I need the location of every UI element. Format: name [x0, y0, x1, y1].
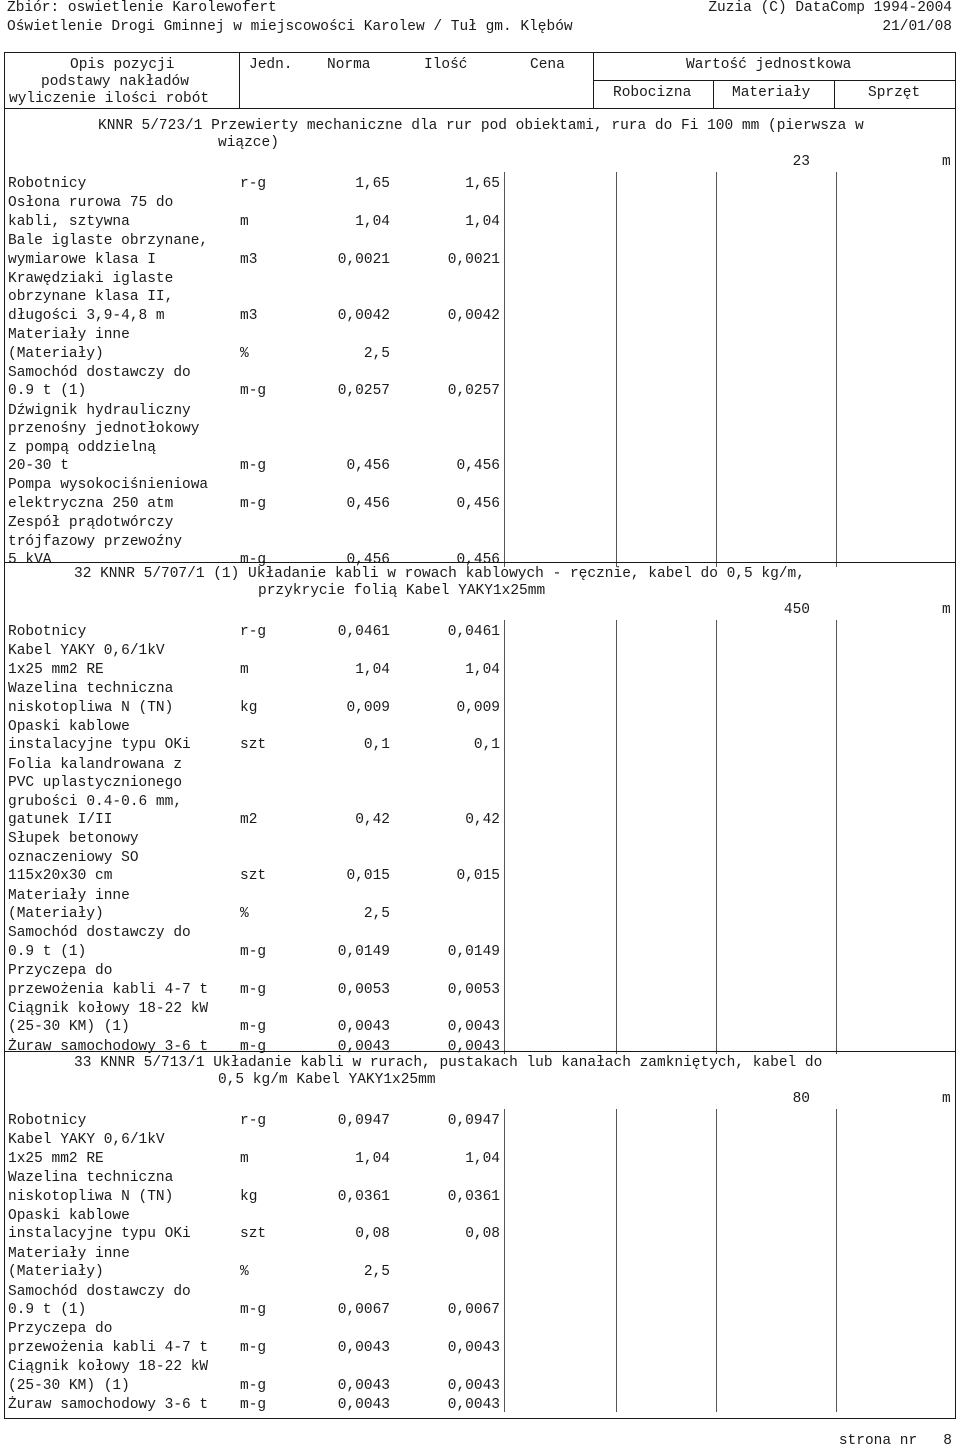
resource-name: Pompa wysokociśnieniowa — [8, 477, 209, 494]
resource-name: trójfazowy przewoźny — [8, 533, 183, 550]
resource-name: Robotnicy — [8, 1113, 87, 1129]
resource-name: Słupek betonowy — [8, 831, 139, 848]
resource-norm: 1,04 — [355, 213, 390, 230]
resource-norm: 0,0042 — [337, 307, 390, 324]
resource-qty: 0,456 — [456, 495, 500, 512]
software-credit: Zuzia (C) DataComp 1994-2004 — [708, 0, 952, 16]
resource-norm: 0,0043 — [337, 1377, 390, 1394]
resource-qty: 0,0947 — [447, 1113, 500, 1129]
resource-name: (25-30 KM) (1) — [8, 1019, 130, 1036]
resource-norm: 0,0947 — [337, 1113, 390, 1129]
page-number: 8 — [943, 1433, 952, 1449]
resource-qty: 0,0067 — [447, 1302, 500, 1318]
resource-name: 115x20x30 cm — [8, 868, 113, 885]
resource-unit: m-g — [240, 1377, 267, 1394]
resource-name: 0.9 t (1) — [8, 943, 87, 960]
resource-name: długości 3,9-4,8 m — [8, 307, 165, 324]
resource-norm: 0,0043 — [337, 1339, 390, 1356]
resource-unit: m-g — [240, 383, 267, 400]
resource-unit: % — [240, 345, 249, 362]
resource-name: Przyczepa do — [8, 1321, 113, 1338]
resource-unit: m-g — [240, 981, 267, 998]
page-header — [7, 0, 952, 38]
resource-qty: 0,0043 — [447, 1339, 500, 1356]
resource-norm: 0,0149 — [337, 943, 390, 960]
resource-name: grubości 0.4-0.6 mm, — [8, 793, 183, 810]
section-quantity: 450 — [783, 602, 810, 618]
page-footer — [839, 1433, 952, 1450]
col-price-label: Cena — [530, 57, 565, 73]
section-unit: m — [942, 154, 951, 170]
resource-name: Dźwignik hydrauliczny — [8, 402, 191, 419]
grid-line — [716, 172, 717, 567]
resource-name: Przyczepa do — [8, 963, 113, 980]
col-desc-label-2: podstawy nakładów — [41, 74, 189, 90]
section-title: KNNR 5/723/1 Przewierty mechaniczne dla rur pod obiektami, rura do Fi 100 mm (pierwsza w — [98, 118, 864, 134]
resource-norm: 0,456 — [346, 495, 390, 512]
resource-norm: 0,0361 — [337, 1188, 390, 1205]
resource-name: niskotopliwa N (TN) — [8, 699, 174, 716]
resource-name: (Materiały) — [8, 1264, 104, 1281]
resource-unit: m — [240, 213, 249, 230]
resource-name: oznaczeniowy SO — [8, 849, 139, 866]
resource-qty: 0,0361 — [447, 1188, 500, 1205]
resource-unit: m2 — [240, 812, 258, 828]
resource-norm: 0,456 — [346, 552, 390, 568]
resource-qty: 1,04 — [465, 213, 500, 230]
resource-unit: m-g — [240, 552, 267, 568]
resource-unit: szt — [240, 737, 267, 754]
section-divider — [4, 1051, 956, 1052]
resource-norm: 0,015 — [346, 868, 390, 885]
resource-qty: 0,456 — [456, 552, 500, 568]
resource-norm: 0,009 — [346, 699, 390, 716]
resource-name: Żuraw samochodowy 3-6 t — [8, 1397, 209, 1413]
resource-qty: 0,0043 — [447, 1397, 500, 1413]
resource-qty: 0,0021 — [447, 251, 500, 268]
resource-name: Samochód dostawczy do — [8, 925, 191, 942]
col-norm-label: Norma — [327, 57, 371, 73]
resource-name: 1x25 mm2 RE — [8, 661, 104, 678]
resource-norm: 0,1 — [363, 737, 390, 754]
resource-norm: 0,0257 — [337, 383, 390, 400]
section-unit: m — [942, 602, 951, 618]
resource-unit: m-g — [240, 943, 267, 960]
resource-name: PVC uplastycznionego — [8, 775, 183, 792]
resource-qty: 0,1 — [473, 737, 500, 754]
resource-unit: szt — [240, 868, 267, 885]
section-title-cont: przykrycie folią Kabel YAKY1x25mm — [258, 583, 546, 599]
resource-qty: 0,08 — [465, 1226, 500, 1243]
resource-norm: 0,0053 — [337, 981, 390, 998]
resource-name: Wazelina techniczna — [8, 681, 174, 698]
resource-qty: 0,0042 — [447, 307, 500, 324]
resource-name: 1x25 mm2 RE — [8, 1150, 104, 1167]
resource-name: Bale iglaste obrzynane, — [8, 233, 209, 250]
resource-unit: % — [240, 906, 249, 922]
resource-name: 0.9 t (1) — [8, 383, 87, 400]
resource-unit: m-g — [240, 495, 267, 512]
resource-name: Robotnicy — [8, 176, 87, 192]
resource-name: Materiały inne — [8, 327, 130, 344]
resource-unit: % — [240, 1264, 249, 1281]
resource-name: Wazelina techniczna — [8, 1170, 174, 1187]
resource-name: przewożenia kabli 4-7 t — [8, 981, 209, 998]
grid-line — [504, 1109, 505, 1412]
resource-name: 5 kVA — [8, 552, 52, 568]
resource-qty: 0,0257 — [447, 383, 500, 400]
col-qty-label: Ilość — [424, 57, 468, 73]
resource-qty: 0,42 — [465, 812, 500, 828]
section-title-cont: 0,5 kg/m Kabel YAKY1x25mm — [218, 1072, 436, 1088]
resource-unit: m-g — [240, 458, 267, 474]
resource-name: Opaski kablowe — [8, 1208, 130, 1224]
section-divider — [4, 562, 956, 563]
resource-qty: 0,456 — [456, 458, 500, 474]
resource-norm: 2,5 — [363, 345, 390, 362]
resource-unit: kg — [240, 699, 258, 716]
resource-name: przenośny jednotłokowy — [8, 421, 200, 438]
resource-qty: 1,04 — [465, 1150, 500, 1167]
resource-name: z pompą oddzielną — [8, 439, 156, 456]
grid-line — [836, 620, 837, 1054]
resource-qty: 0,0043 — [447, 1038, 500, 1055]
resource-unit: m — [240, 1150, 249, 1167]
resource-name: Zespół prądotwórczy — [8, 515, 174, 532]
resource-norm: 0,0043 — [337, 1038, 390, 1055]
resource-name: 20-30 t — [8, 458, 69, 474]
col-unit-value-label: Wartość jednostkowa — [686, 57, 852, 73]
resource-unit: m-g — [240, 1397, 267, 1413]
resource-unit: m-g — [240, 1302, 267, 1318]
section-title: 32 KNNR 5/707/1 (1) Układanie kabli w rowach kablowych - ręcznie, kabel do 0,5 kg/m, — [74, 566, 805, 582]
resource-qty: 0,0043 — [447, 1019, 500, 1036]
resource-name: Materiały inne — [8, 1245, 130, 1262]
grid-line — [504, 172, 505, 567]
col-labour-label: Robocizna — [613, 85, 692, 101]
section-title: 33 KNNR 5/713/1 Układanie kabli w rurach, pustakach lub kanałach zamkniętych, kabel do — [74, 1055, 823, 1071]
grid-line — [716, 620, 717, 1054]
resource-qty: 1,04 — [465, 661, 500, 678]
grid-line — [836, 1109, 837, 1412]
resource-norm: 0,42 — [355, 812, 390, 828]
resource-name: instalacyjne typu OKi — [8, 1226, 191, 1243]
resource-name: Opaski kablowe — [8, 719, 130, 735]
resource-norm: 0,0043 — [337, 1397, 390, 1413]
resource-name: Krawędziaki iglaste — [8, 271, 174, 287]
resource-name: (25-30 KM) (1) — [8, 1377, 130, 1394]
resource-name: (Materiały) — [8, 345, 104, 362]
resource-name: Ciągnik kołowy 18-22 kW — [8, 1001, 209, 1017]
col-desc-label-1: Opis pozycji — [70, 57, 175, 73]
resource-qty: 0,0149 — [447, 943, 500, 960]
resource-norm: 1,04 — [355, 661, 390, 678]
grid-line — [616, 1109, 617, 1412]
grid-line — [504, 620, 505, 1054]
resource-name: Kabel YAKY 0,6/1kV — [8, 643, 165, 660]
resource-name: wymiarowe klasa I — [8, 251, 156, 268]
resource-norm: 0,0021 — [337, 251, 390, 268]
resource-unit: r-g — [240, 176, 267, 192]
resource-unit: m — [240, 661, 249, 678]
resource-unit: r-g — [240, 1113, 267, 1129]
resource-unit: m-g — [240, 1038, 267, 1055]
resource-norm: 2,5 — [363, 906, 390, 922]
resource-qty: 1,65 — [465, 176, 500, 192]
grid-line — [616, 172, 617, 567]
resource-norm: 0,08 — [355, 1226, 390, 1243]
resource-unit: m3 — [240, 251, 258, 268]
resource-norm: 0,0067 — [337, 1302, 390, 1318]
resource-qty: 0,0461 — [447, 624, 500, 640]
grid-line — [836, 172, 837, 567]
resource-norm: 0,456 — [346, 458, 390, 474]
resource-unit: m-g — [240, 1019, 267, 1036]
resource-name: przewożenia kabli 4-7 t — [8, 1339, 209, 1356]
table-header — [4, 52, 956, 109]
resource-name: niskotopliwa N (TN) — [8, 1188, 174, 1205]
resource-qty: 0,0053 — [447, 981, 500, 998]
resource-qty: 0,009 — [456, 699, 500, 716]
project-title: Oświetlenie Drogi Gminnej w miejscowości Karolew / Tuł gm. Klębów — [7, 19, 573, 35]
resource-norm: 1,65 — [355, 176, 390, 192]
page-label: strona nr — [838, 1433, 918, 1449]
resource-name: kabli, sztywna — [8, 213, 130, 230]
section-quantity: 80 — [792, 1091, 810, 1107]
resource-name: Samochód dostawczy do — [8, 1283, 191, 1300]
resource-name: gatunek I/II — [8, 812, 113, 828]
col-desc-label-3: wyliczenie ilości robót — [9, 91, 210, 107]
resource-unit: m3 — [240, 307, 258, 324]
resource-name: elektryczna 250 atm — [8, 495, 174, 512]
collection-name: Zbiór: oswietlenie Karolewofert — [7, 0, 277, 16]
resource-unit: r-g — [240, 624, 267, 640]
section-quantity: 23 — [792, 154, 810, 170]
resource-unit: m-g — [240, 1339, 267, 1356]
resource-norm: 0,0043 — [337, 1019, 390, 1036]
resource-name: (Materiały) — [8, 906, 104, 922]
resource-norm: 2,5 — [363, 1264, 390, 1281]
resource-qty: 0,015 — [456, 868, 500, 885]
grid-line — [616, 620, 617, 1054]
resource-name: Kabel YAKY 0,6/1kV — [8, 1132, 165, 1149]
resource-name: Robotnicy — [8, 624, 87, 640]
resource-unit: kg — [240, 1188, 258, 1205]
resource-name: Materiały inne — [8, 887, 130, 904]
resource-norm: 0,0461 — [337, 624, 390, 640]
grid-line — [716, 1109, 717, 1412]
document-date: 21/01/08 — [882, 19, 952, 35]
col-equipment-label: Sprzęt — [868, 85, 921, 101]
resource-name: Ciągnik kołowy 18-22 kW — [8, 1359, 209, 1376]
resource-name: Folia kalandrowana z — [8, 756, 183, 773]
resource-norm: 1,04 — [355, 1150, 390, 1167]
resource-name: obrzynane klasa II, — [8, 289, 174, 306]
resource-name: instalacyjne typu OKi — [8, 737, 191, 754]
resource-name: Żuraw samochodowy 3-6 t — [8, 1038, 209, 1055]
resource-unit: szt — [240, 1226, 267, 1243]
resource-name: Osłona rurowa 75 do — [8, 195, 174, 212]
resource-name: 0.9 t (1) — [8, 1302, 87, 1318]
col-unit-label: Jedn. — [249, 57, 293, 73]
resource-name: Samochód dostawczy do — [8, 365, 191, 381]
section-title-cont: wiązce) — [218, 135, 279, 151]
col-materials-label: Materiały — [732, 85, 811, 101]
section-unit: m — [942, 1091, 951, 1107]
resource-qty: 0,0043 — [447, 1377, 500, 1394]
